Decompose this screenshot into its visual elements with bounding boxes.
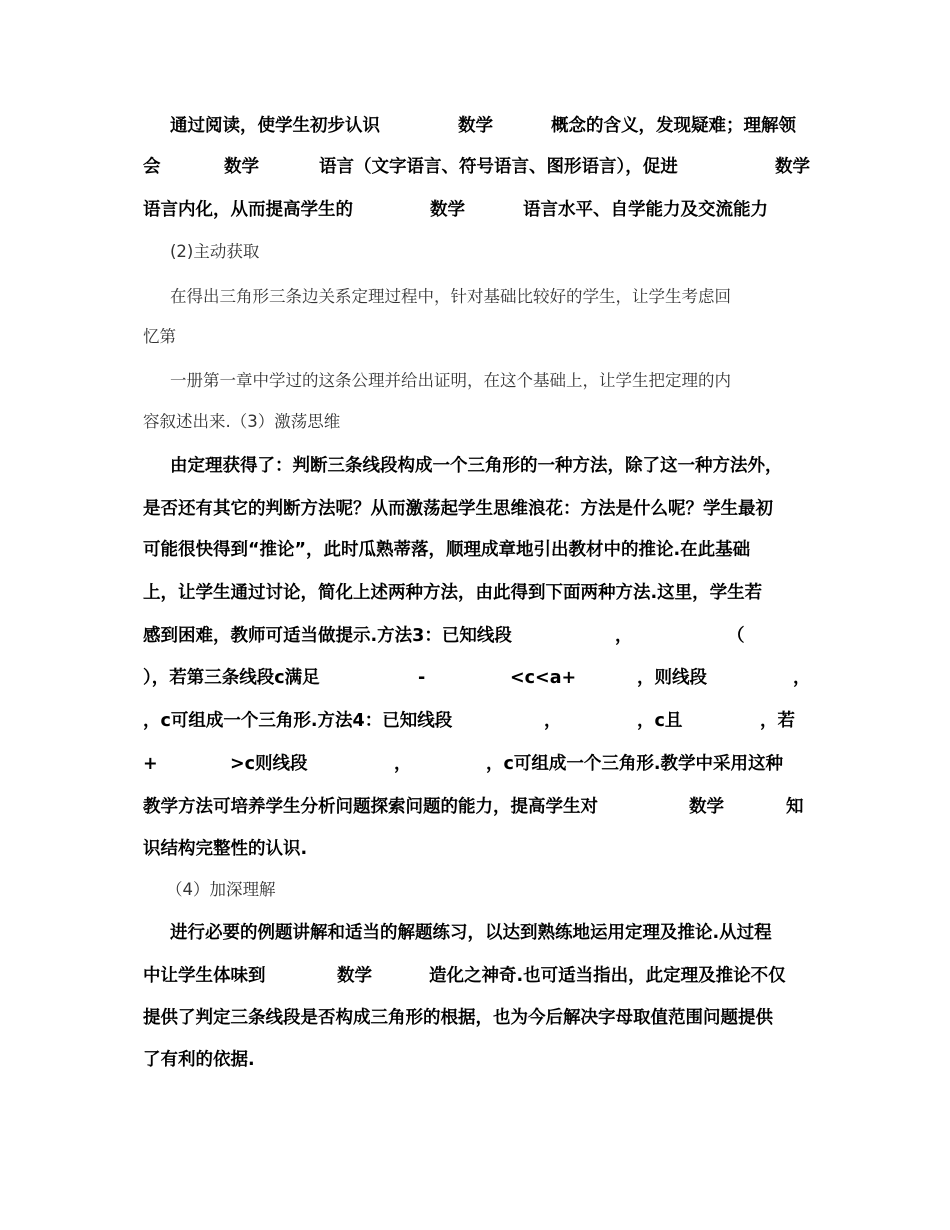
text-segment: ， <box>544 711 562 731</box>
text-segment: 是否还有其它的判断方法呢？从而激荡起学生思维浪花：方法是什么呢？学生最初 <box>143 499 773 519</box>
text-segment: (2)主动获取 <box>170 242 260 261</box>
text-segment: 上，让学生通过讨论，简化上述两种方法，由此得到下面两种方法.这里，学生若 <box>143 583 763 603</box>
text-segment: 语言（文字语言、符号语言、图形语言），促进 <box>319 157 678 177</box>
text-segment: 一册第一章中学过的这条公理并给出证明，在这个基础上，让学生把定理的内 <box>170 371 731 390</box>
text-segment: ， <box>793 668 811 688</box>
text-segment: ，c可组成一个三角形.教学中采用这种 <box>486 754 784 774</box>
text-segment: 数学 <box>458 116 493 136</box>
text-segment: 会 <box>143 157 161 177</box>
text-segment: （ <box>727 626 745 646</box>
text-segment: ，c可组成一个三角形.方法4：已知线段 <box>143 711 453 731</box>
text-segment: 进行必要的例题讲解和适当的解题练习，以达到熟练地运用定理及推论.从过程 <box>170 923 772 943</box>
text-segment: ，c且 <box>637 711 683 731</box>
text-segment: 数学 <box>337 966 372 986</box>
text-segment: 数学 <box>689 797 724 817</box>
text-segment: 数学 <box>775 157 810 177</box>
paragraph-4-line-4 <box>0 1048 950 1120</box>
text-segment: 数学 <box>224 157 259 177</box>
text-segment: ， <box>394 754 412 774</box>
text-segment: 识结构完整性的认识. <box>143 839 308 859</box>
text-segment: 了有利的依据. <box>143 1050 255 1070</box>
text-segment: 可能很快得到“推论”，此时瓜熟蒂落，顺理成章地引出教材中的推论.在此基础 <box>143 540 751 560</box>
text-segment: 概念的含义，发现疑难；理解领 <box>551 116 796 136</box>
text-segment: ， <box>615 626 633 646</box>
text-segment: 中让学生体味到 <box>143 966 266 986</box>
text-segment: 提供了判定三条线段是否构成三角形的根据，也为今后解决字母取值范围问题提供 <box>143 1008 773 1028</box>
text-segment: >c则线段 <box>230 754 308 774</box>
text-segment: ，若 <box>760 711 795 731</box>
text-segment: （4）加深理解 <box>166 880 276 899</box>
text-segment: 数学 <box>430 200 465 220</box>
text-segment: 知 <box>786 797 804 817</box>
text-segment: 感到困难，教师可适当做提示.方法3：已知线段 <box>143 626 512 646</box>
text-segment: + <box>143 754 158 774</box>
text-segment: 教学方法可培养学生分析问题探索问题的能力，提高学生对 <box>143 797 598 817</box>
text-segment: 忆第 <box>143 327 176 346</box>
text-segment: 语言水平、自学能力及交流能力 <box>523 200 768 220</box>
text-segment: 由定理获得了：判断三条线段构成一个三角形的一种方法，除了这一种方法外， <box>170 456 783 476</box>
text-segment: 通过阅读，使学生初步认识 <box>170 116 380 136</box>
text-segment: ，则线段 <box>637 668 707 688</box>
text-segment: 造化之神奇.也可适当指出，此定理及推论不仅 <box>429 966 786 986</box>
text-segment: 容叙述出来.（3）激荡思维 <box>143 412 341 431</box>
text-segment: 语言内化，从而提高学生的 <box>143 200 353 220</box>
text-segment: <c<a+ <box>510 668 577 688</box>
text-segment: ），若第三条线段c满足 <box>143 668 320 688</box>
text-segment: 在得出三角形三条边关系定理过程中，针对基础比较好的学生，让学生考虑回 <box>170 287 731 306</box>
text-segment: - <box>418 668 426 688</box>
